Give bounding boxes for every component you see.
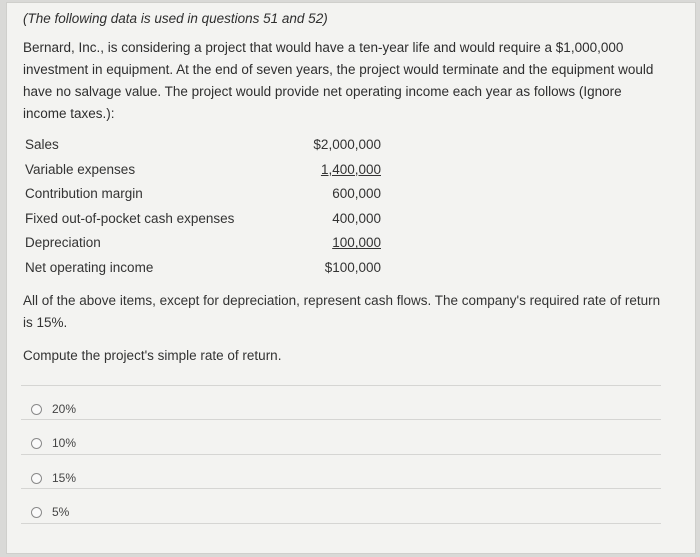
row-label: Fixed out-of-pocket cash expenses — [25, 210, 235, 226]
option-15-percent[interactable] — [31, 468, 76, 488]
question-card — [6, 2, 696, 554]
option-label: 15% — [52, 471, 77, 485]
row-label: Variable expenses — [25, 161, 136, 177]
divider — [21, 523, 661, 524]
radio-button[interactable] — [31, 473, 42, 484]
divider — [21, 488, 661, 489]
option-5-percent[interactable] — [31, 502, 69, 522]
option-label: 5% — [52, 505, 70, 519]
divider — [21, 454, 661, 455]
row-value: 1,400,000 — [320, 161, 381, 177]
row-value: $2,000,000 — [313, 137, 381, 152]
cash-flow-note: All of the above items, except for depreciation, represent cash flows. The company's required rate of return is 15%. — [23, 293, 661, 330]
radio-button[interactable] — [31, 438, 42, 449]
row-value: 600,000 — [332, 186, 381, 202]
row-label: Net operating income — [25, 259, 154, 275]
table-row — [25, 162, 381, 187]
header-note: (The following data is used in questions 51 and 52) — [23, 11, 328, 26]
radio-button[interactable] — [31, 507, 42, 518]
option-label: 10% — [52, 436, 77, 450]
table-row — [25, 137, 381, 162]
option-20-percent[interactable] — [31, 399, 76, 419]
problem-intro: Bernard, Inc., is considering a project that would have a ten-year life and would require a $1,000,000 investment in equipment. At the end of seven years, the project would terminate and the equipment would have no salvage value. The project would provide net operating income each year as follows (Ignore income taxes.): — [23, 40, 654, 121]
row-label: Sales — [25, 137, 59, 152]
row-label: Depreciation — [25, 235, 101, 251]
question-prompt: Compute the project's simple rate of return. — [23, 348, 282, 363]
divider — [21, 385, 661, 386]
radio-button[interactable] — [31, 404, 42, 415]
table-row — [25, 235, 381, 260]
income-table — [25, 137, 381, 285]
row-value: 400,000 — [332, 210, 381, 226]
row-value: $100,000 — [324, 259, 381, 275]
divider — [21, 419, 661, 420]
row-value: 100,000 — [332, 235, 381, 251]
option-label: 20% — [52, 402, 77, 416]
row-label: Contribution margin — [25, 186, 143, 202]
table-row — [25, 211, 381, 236]
table-row — [25, 186, 381, 211]
option-10-percent[interactable] — [31, 433, 76, 453]
table-row — [25, 260, 381, 285]
